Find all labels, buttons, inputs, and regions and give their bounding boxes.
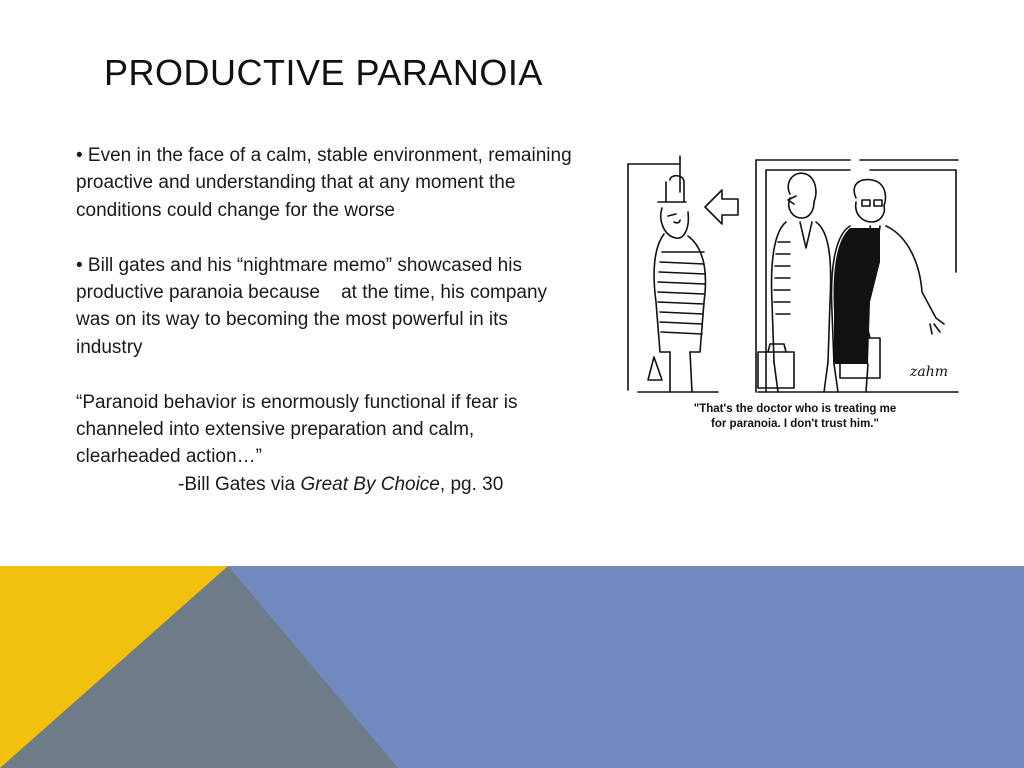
attribution-prefix: -Bill Gates via: [178, 473, 301, 495]
bullet-2: • Bill gates and his “nightmare memo” showcased his productive paranoia because at the time, his company was on its way to becoming the most powerful in its industry: [76, 254, 553, 358]
cartoon-signature: zahm: [910, 364, 949, 380]
arrow-sign: [705, 190, 738, 224]
dark-suit: [834, 228, 880, 364]
paranoia-cartoon: [618, 152, 968, 442]
body-text: [76, 142, 576, 498]
quote-text: “Paranoid behavior is enormously functional if fear is channeled into extensive preparation and calm, clearheaded action…”: [76, 391, 518, 468]
book-title: Great By Choice: [300, 473, 440, 495]
caption-line-1: "That's the doctor who is treating me: [693, 403, 897, 415]
cartoon-caption: [630, 402, 960, 432]
caption-line-2: for paranoia. I don't trust him.": [711, 418, 879, 430]
slide-title: PRODUCTIVE PARANOIA: [104, 52, 543, 93]
attribution-suffix: , pg. 30: [439, 473, 504, 495]
hat: [658, 176, 686, 202]
bullet-1: • Even in the face of a calm, stable environment, remaining proactive and understanding that at any moment the conditions could change for the worse: [76, 145, 572, 221]
quote-attribution: [76, 471, 576, 498]
middle-man-body: [772, 222, 786, 362]
decorative-bottom-band: [0, 566, 1024, 768]
